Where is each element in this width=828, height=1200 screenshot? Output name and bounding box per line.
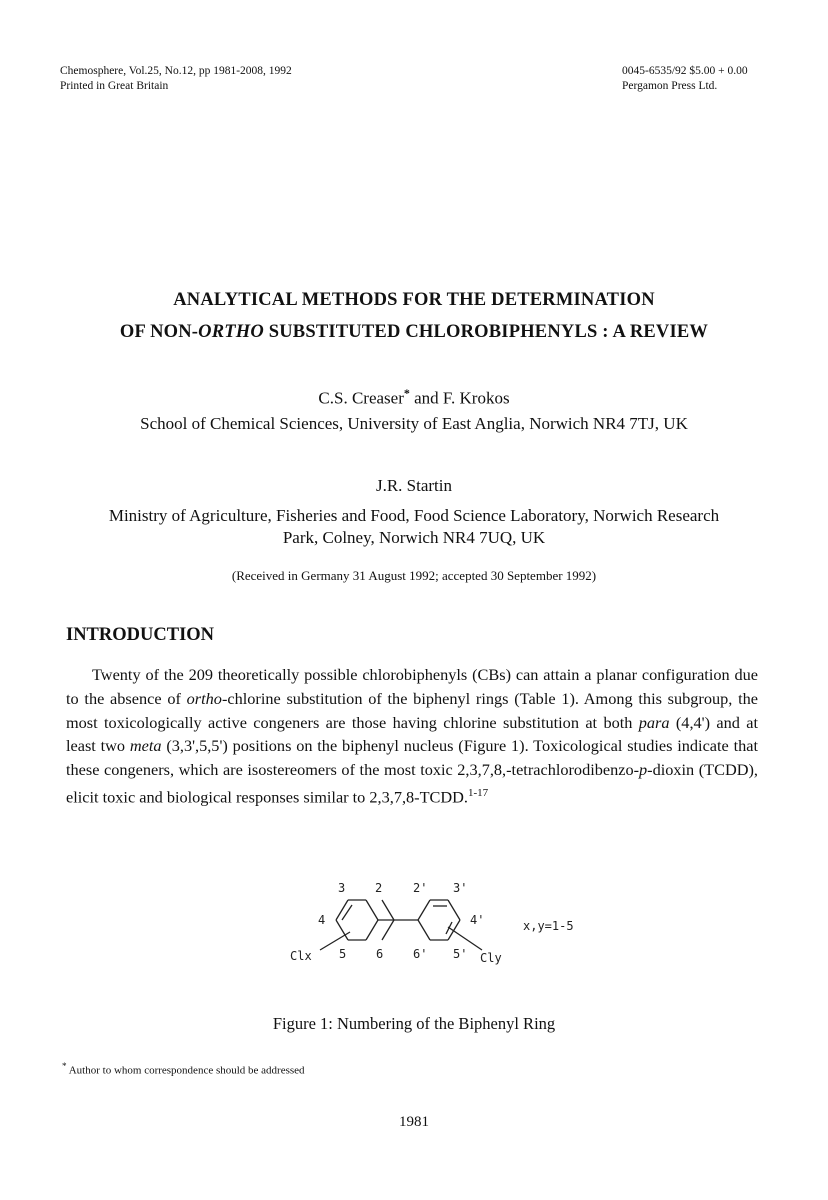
label-6-prime: 6': [413, 947, 428, 961]
title-italic: ORTHO: [198, 322, 264, 342]
affiliation-maff-line2: Park, Colney, Norwich NR4 7UQ, UK: [282, 528, 546, 547]
label-3-prime: 3': [453, 881, 468, 895]
author-creaser: C.S. Creaser: [318, 388, 404, 408]
intro-italic-p: p: [639, 760, 648, 780]
right-ring: [418, 900, 460, 940]
intro-italic-meta: meta: [129, 736, 162, 756]
label-4: 4: [318, 913, 326, 927]
received-date: (Received in Germany 31 August 1992; accepted 30 September 1992): [231, 568, 597, 583]
label-clx: Clx: [290, 949, 312, 963]
left-ring: [336, 900, 378, 940]
label-6: 6: [376, 947, 384, 961]
section-heading-introduction: INTRODUCTION: [66, 625, 215, 645]
intro-text-4: (3,3',5,5') positions on the biphenyl nucleus (Figure 1). Toxicological studies indicate that these congeners, which are isostereomers of the most toxic 2,3,7,8,-tetrachlorodibenzo-: [66, 736, 758, 780]
author-startin: J.R. Startin: [375, 476, 453, 495]
author-krokos: and F. Krokos: [409, 388, 510, 408]
publisher-header: [622, 64, 748, 94]
intro-text-5: -dioxin (TCDD), elicit toxic and biological responses similar to 2,3,7,8-TCDD.: [66, 760, 758, 807]
label-2: 2: [375, 881, 383, 895]
journal-header: [60, 64, 292, 94]
footnote-text: Author to whom correspondence should be addressed: [66, 1064, 305, 1077]
title-prefix: OF NON-: [119, 322, 199, 342]
biphenyl-structure-figure: [270, 872, 610, 972]
title-suffix: SUBSTITUTED CHLOROBIPHENYLS : A REVIEW: [263, 322, 709, 342]
journal-citation: Chemosphere, Vol.25, No.12, pp 1981-2008, 1992: [60, 65, 292, 77]
affiliation-uea: School of Chemical Sciences, University of East Anglia, Norwich NR4 7TJ, UK: [140, 414, 688, 433]
intro-text-3: (4,4') and at least two: [66, 712, 758, 756]
correspondence-star: *: [403, 386, 410, 400]
footnote: [62, 1061, 305, 1077]
printed-in: Printed in Great Britain: [60, 80, 169, 92]
intro-italic-para: para: [638, 712, 670, 732]
introduction-paragraph: [66, 663, 758, 809]
footnote-star: *: [62, 1061, 67, 1071]
intro-reference-sup: 1-17: [467, 786, 489, 799]
price-code: 0045-6535/92 $5.00 + 0.00: [622, 65, 748, 77]
paper-title-line1: ANALYTICAL METHODS FOR THE DETERMINATION: [173, 290, 655, 310]
page-number: 1981: [399, 1114, 429, 1130]
label-xy-range: x,y=1-5: [523, 919, 574, 933]
label-3: 3: [338, 881, 346, 895]
intro-text-2: -chlorine substitution of the biphenyl rings (Table 1). Among this subgroup, the most toxicologically active congeners are those having chlorine substitution at both: [66, 688, 758, 732]
label-4-prime: 4': [470, 913, 485, 927]
intro-italic-ortho: ortho: [186, 688, 222, 708]
label-5: 5: [339, 947, 347, 961]
affiliation-maff-line1: Ministry of Agriculture, Fisheries and Food, Food Science Laboratory, Norwich Research: [108, 506, 720, 525]
publisher-name: Pergamon Press Ltd.: [622, 80, 718, 92]
label-cly: Cly: [480, 951, 502, 965]
paper-title-line2: [0, 322, 828, 343]
figure-caption: Figure 1: Numbering of the Biphenyl Ring: [272, 1014, 556, 1033]
author-line-1: [0, 386, 828, 409]
intro-text-1: Twenty of the 209 theoretically possible chlorobiphenyls (CBs) can attain a planar configuration due to the absence of: [66, 665, 758, 708]
label-5-prime: 5': [453, 947, 468, 961]
label-2-prime: 2': [413, 881, 428, 895]
